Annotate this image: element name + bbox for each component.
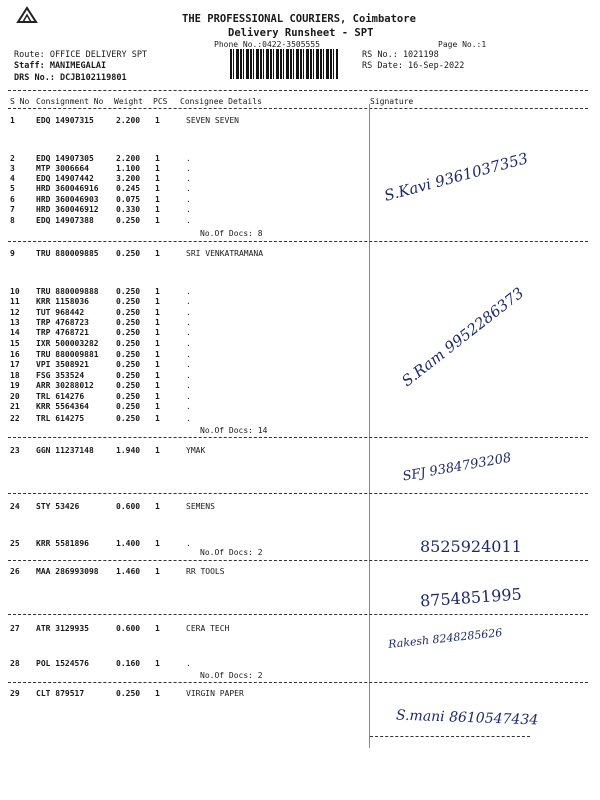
row-pcs: 1 <box>155 402 160 411</box>
signature-4: 8525924011 <box>420 537 522 556</box>
row-pcs: 1 <box>155 287 160 296</box>
row-sno: 18 <box>10 371 20 380</box>
row-consignee: RR TOOLS <box>186 567 225 576</box>
row-sno: 15 <box>10 339 20 348</box>
row-consignment: HRD 360046916 <box>36 184 99 193</box>
row-consignee: . <box>186 371 191 380</box>
divider <box>8 90 588 91</box>
row-pcs: 1 <box>155 502 160 511</box>
row-weight: 2.200 <box>116 154 141 163</box>
row-consignee: YMAK <box>186 446 206 455</box>
row-consignment: VPI 3508921 <box>36 360 89 369</box>
row-consignee: . <box>186 318 191 327</box>
row-sno: 8 <box>10 216 15 225</box>
row-pcs: 1 <box>155 339 160 348</box>
row-consignee: SRI VENKATRAMANA <box>186 249 264 258</box>
row-weight: 0.245 <box>116 184 141 193</box>
row-sno: 23 <box>10 446 20 455</box>
row-weight: 0.330 <box>116 205 141 214</box>
row-consignment: CLT 879517 <box>36 689 85 698</box>
row-pcs: 1 <box>155 205 160 214</box>
row-sno: 11 <box>10 297 20 306</box>
row-pcs: 1 <box>155 539 160 548</box>
row-consignee: . <box>186 174 191 183</box>
row-sno: 14 <box>10 328 20 337</box>
row-consignment: EDQ 14907315 <box>36 116 94 125</box>
row-consignee: . <box>186 297 191 306</box>
row-weight: 0.250 <box>116 414 141 423</box>
row-sno: 9 <box>10 249 15 258</box>
row-pcs: 1 <box>155 381 160 390</box>
row-sno: 10 <box>10 287 20 296</box>
row-consignment: KRR 5581896 <box>36 539 89 548</box>
row-pcs: 1 <box>155 154 160 163</box>
row-pcs: 1 <box>155 659 160 668</box>
row-consignment: MAA 286993098 <box>36 567 99 576</box>
group-divider <box>8 493 588 494</box>
row-consignee: . <box>186 205 191 214</box>
group-divider <box>8 682 588 683</box>
row-weight: 0.250 <box>116 689 141 698</box>
row-sno: 12 <box>10 308 20 317</box>
row-sno: 4 <box>10 174 15 183</box>
row-weight: 1.940 <box>116 446 141 455</box>
row-weight: 0.250 <box>116 308 141 317</box>
row-pcs: 1 <box>155 567 160 576</box>
row-pcs: 1 <box>155 318 160 327</box>
row-consignee: . <box>186 350 191 359</box>
signature-7: S.mani 8610547434 <box>395 707 539 729</box>
row-sno: 1 <box>10 116 15 125</box>
row-pcs: 1 <box>155 392 160 401</box>
group-divider <box>8 614 588 615</box>
col-sno: S No <box>10 97 30 106</box>
row-weight: 2.200 <box>116 116 141 125</box>
col-signature: Signature <box>370 97 414 106</box>
row-sno: 20 <box>10 392 20 401</box>
row-consignee: SEMENS <box>186 502 215 511</box>
row-pcs: 1 <box>155 297 160 306</box>
row-consignment: ARR 30288012 <box>36 381 94 390</box>
row-consignee: . <box>186 287 191 296</box>
group-divider <box>370 736 530 737</box>
row-sno: 22 <box>10 414 20 423</box>
row-pcs: 1 <box>155 116 160 125</box>
doc-count: No.Of Docs: 2 <box>200 671 263 680</box>
row-consignment: EDQ 14907305 <box>36 154 94 163</box>
signature-2: S.Ram 9952286373 <box>398 283 528 391</box>
row-sno: 17 <box>10 360 20 369</box>
row-pcs: 1 <box>155 308 160 317</box>
row-consignee: . <box>186 659 191 668</box>
row-weight: 0.250 <box>116 371 141 380</box>
company-logo <box>16 6 38 24</box>
row-pcs: 1 <box>155 216 160 225</box>
signature-column-line <box>369 104 370 748</box>
company-title: THE PROFESSIONAL COURIERS, Coimbatore <box>182 13 416 25</box>
row-consignment: TRP 4768723 <box>36 318 89 327</box>
row-weight: 0.160 <box>116 659 141 668</box>
row-weight: 0.250 <box>116 328 141 337</box>
row-pcs: 1 <box>155 174 160 183</box>
row-consignment: STY 53426 <box>36 502 80 511</box>
row-consignee: . <box>186 414 191 423</box>
row-consignee: . <box>186 216 191 225</box>
col-weight: Weight <box>114 97 143 106</box>
row-consignee: . <box>186 308 191 317</box>
row-weight: 0.250 <box>116 339 141 348</box>
row-weight: 0.250 <box>116 318 141 327</box>
row-sno: 16 <box>10 350 20 359</box>
row-sno: 5 <box>10 184 15 193</box>
row-pcs: 1 <box>155 328 160 337</box>
row-weight: 0.250 <box>116 287 141 296</box>
row-sno: 21 <box>10 402 20 411</box>
row-consignment: TRL 614275 <box>36 414 85 423</box>
row-weight: 0.250 <box>116 360 141 369</box>
row-weight: 0.250 <box>116 402 141 411</box>
row-consignee: . <box>186 164 191 173</box>
page-number: Page No.:1 <box>438 40 487 49</box>
row-consignment: POL 1524576 <box>36 659 89 668</box>
row-consignment: HRD 360046903 <box>36 195 99 204</box>
row-weight: 0.250 <box>116 350 141 359</box>
row-pcs: 1 <box>155 350 160 359</box>
row-consignment: TRU 880009888 <box>36 287 99 296</box>
row-consignee: . <box>186 392 191 401</box>
row-sno: 6 <box>10 195 15 204</box>
row-weight: 0.600 <box>116 624 141 633</box>
row-sno: 24 <box>10 502 20 511</box>
rs-number: RS No.: 1021198 <box>362 50 439 60</box>
row-consignment: TRU 880009881 <box>36 350 99 359</box>
row-consignee: . <box>186 360 191 369</box>
doc-count: No.Of Docs: 2 <box>200 548 263 557</box>
row-sno: 19 <box>10 381 20 390</box>
row-sno: 25 <box>10 539 20 548</box>
divider <box>8 108 588 109</box>
group-divider <box>8 437 588 438</box>
row-weight: 0.075 <box>116 195 141 204</box>
row-pcs: 1 <box>155 360 160 369</box>
row-weight: 3.200 <box>116 174 141 183</box>
row-pcs: 1 <box>155 184 160 193</box>
row-consignment: GGN 11237148 <box>36 446 94 455</box>
row-pcs: 1 <box>155 446 160 455</box>
row-pcs: 1 <box>155 164 160 173</box>
row-consignee: . <box>186 402 191 411</box>
row-sno: 28 <box>10 659 20 668</box>
signature-3: SFJ 9384793208 <box>401 450 513 485</box>
row-weight: 0.250 <box>116 216 141 225</box>
row-consignment: KRR 1158036 <box>36 297 89 306</box>
group-divider <box>8 241 588 242</box>
row-pcs: 1 <box>155 371 160 380</box>
row-weight: 0.250 <box>116 392 141 401</box>
row-consignment: MTP 3006664 <box>36 164 89 173</box>
row-consignment: KRR 5564364 <box>36 402 89 411</box>
phone-number: Phone No.:0422-3505555 <box>214 40 320 49</box>
barcode <box>230 49 338 79</box>
row-weight: 1.460 <box>116 567 141 576</box>
runsheet-title: Delivery Runsheet - SPT <box>228 27 374 39</box>
row-consignment: TRP 4768721 <box>36 328 89 337</box>
signature-5: 8754851995 <box>419 584 523 611</box>
row-consignee: . <box>186 381 191 390</box>
row-consignment: TRU 880009885 <box>36 249 99 258</box>
row-consignee: . <box>186 154 191 163</box>
row-consignee: . <box>186 195 191 204</box>
signature-6: Rakesh 8248285626 <box>387 626 503 651</box>
col-pcs: PCS <box>153 97 168 106</box>
row-consignment: EDQ 14907388 <box>36 216 94 225</box>
signature-1: S.Kavi 9361037353 <box>382 149 530 205</box>
row-pcs: 1 <box>155 249 160 258</box>
row-weight: 0.250 <box>116 297 141 306</box>
row-consignment: IXR 500003282 <box>36 339 99 348</box>
route: Route: OFFICE DELIVERY SPT <box>14 50 148 60</box>
staff: Staff: MANIMEGALAI <box>14 61 107 71</box>
row-pcs: 1 <box>155 414 160 423</box>
row-pcs: 1 <box>155 689 160 698</box>
row-pcs: 1 <box>155 624 160 633</box>
row-weight: 0.250 <box>116 381 141 390</box>
row-consignee: . <box>186 184 191 193</box>
row-sno: 27 <box>10 624 20 633</box>
row-weight: 1.400 <box>116 539 141 548</box>
row-consignment: ATR 3129935 <box>36 624 89 633</box>
row-consignment: TRL 614276 <box>36 392 85 401</box>
doc-count: No.Of Docs: 14 <box>200 426 268 435</box>
row-sno: 2 <box>10 154 15 163</box>
row-sno: 29 <box>10 689 20 698</box>
row-weight: 1.100 <box>116 164 141 173</box>
row-consignee: CERA TECH <box>186 624 230 633</box>
row-consignment: FSG 353524 <box>36 371 85 380</box>
row-weight: 0.600 <box>116 502 141 511</box>
row-consignment: EDQ 14907442 <box>36 174 94 183</box>
row-weight: 0.250 <box>116 249 141 258</box>
row-consignee: . <box>186 328 191 337</box>
col-consignment: Consignment No <box>36 97 104 106</box>
row-consignee: . <box>186 539 191 548</box>
row-consignee: SEVEN SEVEN <box>186 116 239 125</box>
row-consignee: VIRGIN PAPER <box>186 689 244 698</box>
group-divider <box>8 560 588 561</box>
row-pcs: 1 <box>155 195 160 204</box>
col-consignee: Consignee Details <box>180 97 262 106</box>
row-consignee: . <box>186 339 191 348</box>
row-sno: 26 <box>10 567 20 576</box>
rs-date: RS Date: 16-Sep-2022 <box>362 61 465 71</box>
row-sno: 13 <box>10 318 20 327</box>
doc-count: No.Of Docs: 8 <box>200 229 263 238</box>
row-consignment: TUT 968442 <box>36 308 85 317</box>
drs-number: DRS No.: DCJB102119801 <box>14 73 127 83</box>
row-sno: 7 <box>10 205 15 214</box>
row-consignment: HRD 360046912 <box>36 205 99 214</box>
row-sno: 3 <box>10 164 15 173</box>
